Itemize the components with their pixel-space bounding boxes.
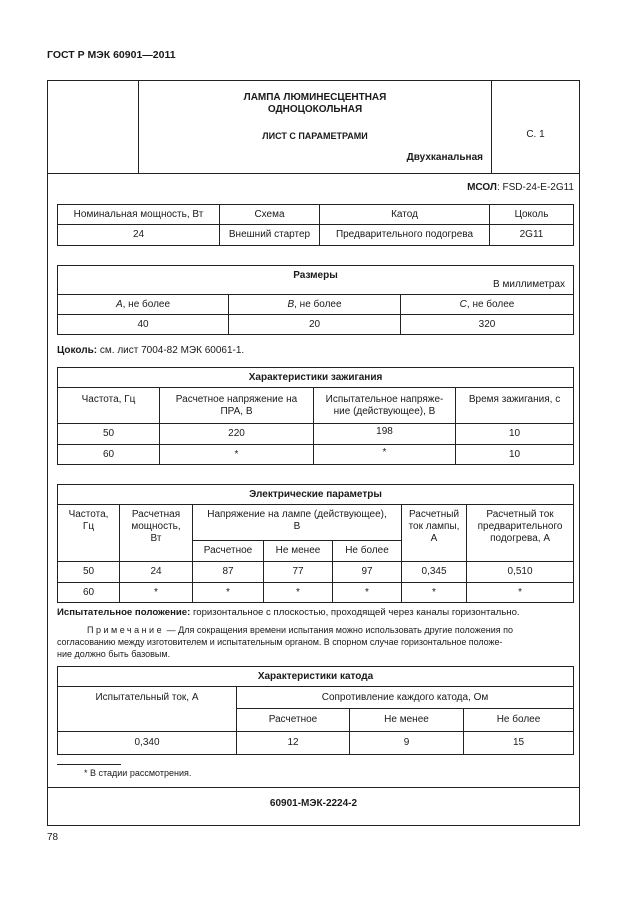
header-line: В bbox=[293, 521, 301, 532]
table-cell: * bbox=[160, 445, 314, 465]
table-cell: 15 bbox=[464, 732, 574, 755]
electrical-title-row bbox=[58, 485, 574, 505]
table-row bbox=[58, 315, 574, 335]
header-cell bbox=[58, 505, 120, 562]
electrical-header bbox=[58, 505, 574, 541]
page-number: 78 bbox=[47, 832, 59, 843]
cathode-title: Характеристики катода bbox=[58, 667, 574, 687]
note-prefix: Примечание bbox=[87, 625, 165, 635]
table-row bbox=[58, 732, 574, 755]
table-cell: 50 bbox=[58, 562, 120, 583]
header-cell: Схема bbox=[220, 205, 320, 225]
subheader-cell: Расчетное bbox=[237, 709, 350, 732]
ignition-header bbox=[58, 388, 574, 424]
table-cell: * bbox=[120, 583, 193, 603]
table-cell: * bbox=[402, 583, 467, 603]
header-cell: Цоколь bbox=[490, 205, 574, 225]
header-cell bbox=[229, 295, 401, 315]
table-cell: 0,340 bbox=[58, 732, 237, 755]
standard-label: ГОСТ Р МЭК 60901—2011 bbox=[47, 49, 176, 61]
header-sheet-cell bbox=[491, 80, 581, 173]
table-row bbox=[58, 424, 574, 445]
test-position-text: горизонтальное с плоскостью, проходящей через каналы горизонтально. bbox=[190, 607, 520, 618]
table-cell: 10 bbox=[456, 424, 574, 445]
sheet-code: 60901-МЭК-2224-2 bbox=[269, 798, 358, 809]
table-cell: 10 bbox=[456, 445, 574, 465]
header-cell: Номинальная мощность, Вт bbox=[58, 205, 220, 225]
header-line: Расчетная bbox=[131, 509, 181, 520]
subheader-cell: Не более bbox=[464, 709, 574, 732]
note-block bbox=[57, 624, 573, 660]
cathode-header bbox=[58, 687, 574, 709]
table-cell: 20 bbox=[229, 315, 401, 335]
dimension-symbol: C bbox=[459, 298, 467, 310]
table-cell: 0,510 bbox=[467, 562, 574, 583]
table-cell: * bbox=[467, 583, 574, 603]
note-text: — Для сокращения времени испытания можно использовать другие положения по bbox=[164, 625, 514, 635]
table-cell: 24 bbox=[120, 562, 193, 583]
table-cell: 40 bbox=[58, 315, 229, 335]
table-row bbox=[58, 583, 574, 603]
header-line: А bbox=[430, 533, 438, 544]
table-cell: Внешний стартер bbox=[220, 225, 320, 246]
sheet-header bbox=[47, 80, 580, 174]
lamp-variant: Двухканальная bbox=[406, 152, 483, 163]
table-cell: 0,345 bbox=[402, 562, 467, 583]
footnote: * В стадии рассмотрения. bbox=[84, 768, 192, 778]
table-cell: 77 bbox=[264, 562, 333, 583]
header-line: ток лампы, bbox=[408, 521, 460, 532]
sheet-title: ЛИСТ С ПАРАМЕТРАМИ bbox=[262, 131, 368, 141]
header-line: ние (действующее), В bbox=[333, 406, 436, 417]
cathode-table bbox=[57, 666, 574, 755]
header-line: ПРА, В bbox=[220, 406, 253, 417]
dimension-qualifier: , не более bbox=[294, 298, 342, 310]
subheader-cell: Расчетное bbox=[193, 541, 264, 562]
header-line: мощность, bbox=[131, 521, 181, 532]
header-cell bbox=[467, 505, 574, 562]
dimensions-table bbox=[57, 265, 574, 335]
header-line: Частота, bbox=[68, 509, 109, 520]
lamp-type-line2: ОДНОЦОКОЛЬНАЯ bbox=[267, 104, 363, 115]
mcol-value: : FSD-24-E-2G11 bbox=[496, 182, 574, 193]
bottom-rule bbox=[47, 787, 580, 788]
table-cell: 220 bbox=[160, 424, 314, 445]
header-cell bbox=[314, 388, 456, 424]
header-cell bbox=[120, 505, 193, 562]
header-line: Гц bbox=[82, 521, 95, 532]
test-position-label: Испытательное положение: bbox=[57, 607, 191, 618]
dimensions-title-row bbox=[58, 266, 574, 295]
cap-text: см. лист 7004-82 МЭК 60061-1. bbox=[97, 345, 245, 356]
header-cell: Время зажигания, с bbox=[456, 388, 574, 424]
header-blank-cell bbox=[47, 80, 139, 173]
table-row bbox=[58, 562, 574, 583]
table-cell: 320 bbox=[401, 315, 574, 335]
table-cell: 87 bbox=[193, 562, 264, 583]
dimension-qualifier: , не более bbox=[122, 298, 171, 310]
header-line: Расчетный bbox=[408, 509, 460, 520]
table-cell: 2G11 bbox=[490, 225, 574, 246]
header-cell bbox=[401, 295, 574, 315]
cap-label: Цоколь: bbox=[57, 345, 98, 356]
header-cell bbox=[193, 505, 402, 541]
header-cell: Сопротивление каждого катода, Ом bbox=[237, 687, 574, 709]
sheet-number: С. 1 bbox=[526, 129, 545, 140]
test-position bbox=[57, 607, 520, 618]
header-cell bbox=[402, 505, 467, 562]
dimensions-unit: В миллиметрах bbox=[493, 279, 566, 290]
dimension-symbol: B bbox=[287, 298, 295, 310]
dimension-symbol: A bbox=[115, 298, 123, 310]
table-cell: * bbox=[333, 583, 402, 603]
subheader-cell: Не менее bbox=[264, 541, 333, 562]
electrical-title: Электрические параметры bbox=[58, 485, 574, 505]
table-cell: 24 bbox=[58, 225, 220, 246]
note-line: согласованию между изготовителем и испытательным органом. В спорном случае горизонтальное положе- bbox=[57, 637, 503, 647]
header-line: Испытательное напряже- bbox=[325, 394, 444, 405]
ignition-table bbox=[57, 367, 574, 465]
dimension-qualifier: , не более bbox=[466, 298, 515, 310]
dimensions-title-cell bbox=[58, 266, 574, 295]
mcol-label: МСОЛ bbox=[467, 182, 497, 193]
table-cell: 50 bbox=[58, 424, 160, 445]
table-cell: 12 bbox=[237, 732, 350, 755]
table-row bbox=[58, 445, 574, 465]
ignition-title: Характеристики зажигания bbox=[58, 368, 574, 388]
header-line: предварительного bbox=[477, 521, 563, 532]
header-cell: Катод bbox=[320, 205, 490, 225]
header-cell: Частота, Гц bbox=[58, 388, 160, 424]
note-line: ние должно быть базовым. bbox=[57, 649, 171, 659]
header-line: подогрева, А bbox=[490, 533, 550, 544]
dimensions-title: Размеры bbox=[293, 270, 338, 281]
table-cell: 9 bbox=[350, 732, 464, 755]
header-cell bbox=[160, 388, 314, 424]
cap-reference bbox=[57, 345, 244, 356]
header-cell: Испытательный ток, А bbox=[58, 687, 237, 732]
table-cell: 60 bbox=[58, 583, 120, 603]
lamp-table bbox=[57, 204, 574, 246]
mcol-designation bbox=[467, 182, 574, 193]
subheader-cell: Не более bbox=[333, 541, 402, 562]
lamp-type-line1: ЛАМПА ЛЮМИНЕСЦЕНТНАЯ bbox=[243, 92, 387, 103]
header-line: Расчетное напряжение на bbox=[175, 394, 298, 405]
header-line: Напряжение на лампе (действующее), bbox=[207, 509, 387, 520]
table-cell: 198 bbox=[314, 424, 456, 445]
table-cell: * bbox=[264, 583, 333, 603]
lamp-table-header bbox=[58, 205, 574, 225]
table-cell: 60 bbox=[58, 445, 160, 465]
table-cell: Предварительного подогрева bbox=[320, 225, 490, 246]
table-cell: * bbox=[314, 445, 456, 465]
cathode-title-row bbox=[58, 667, 574, 687]
ignition-title-row bbox=[58, 368, 574, 388]
dimensions-header bbox=[58, 295, 574, 315]
table-cell: 97 bbox=[333, 562, 402, 583]
table-row bbox=[58, 225, 574, 246]
footnote-rule bbox=[57, 764, 121, 765]
table-cell: * bbox=[193, 583, 264, 603]
electrical-table bbox=[57, 484, 574, 603]
header-cell bbox=[58, 295, 229, 315]
header-line: Расчетный ток bbox=[486, 509, 554, 520]
header-line: Вт bbox=[150, 533, 162, 544]
note-line bbox=[57, 624, 573, 636]
subheader-cell: Не менее bbox=[350, 709, 464, 732]
